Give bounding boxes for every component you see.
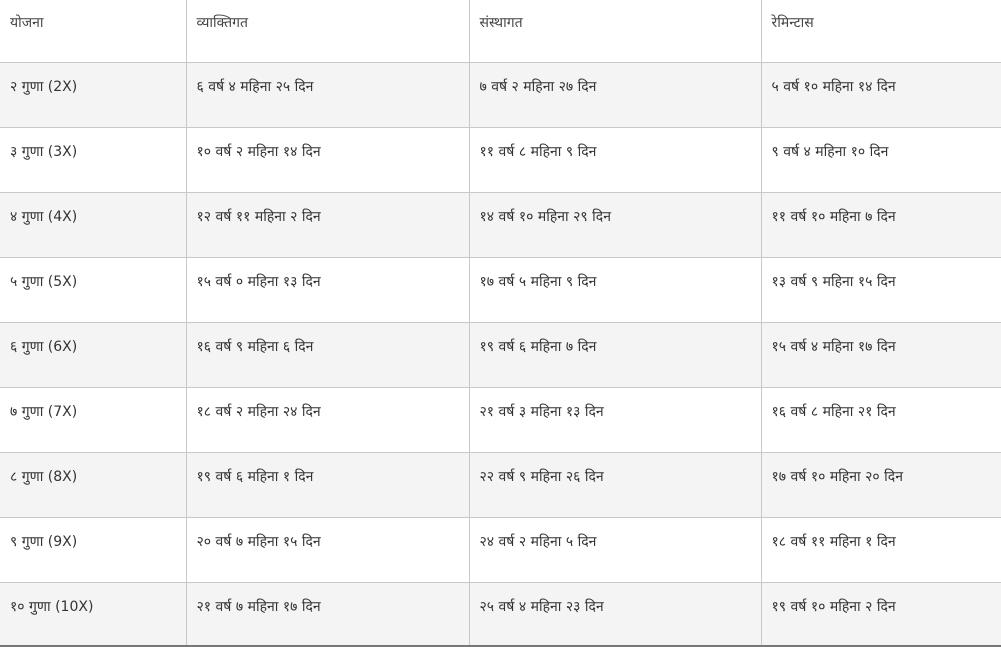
cell-individual: १० वर्ष २ महिना १४ दिन <box>186 128 469 193</box>
table-row <box>0 323 1001 388</box>
table-row <box>0 388 1001 453</box>
cell-individual: १५ वर्ष ० महिना १३ दिन <box>186 258 469 323</box>
cell-remittance: १८ वर्ष ११ महिना १ दिन <box>761 518 1001 583</box>
cell-institutional: १९ वर्ष ६ महिना ७ दिन <box>469 323 761 388</box>
cell-scheme: ८ गुणा (8X) <box>0 453 186 518</box>
cell-institutional: २२ वर्ष ९ महिना २६ दिन <box>469 453 761 518</box>
table-header <box>0 0 1001 63</box>
header-institutional: संस्थागत <box>469 0 761 63</box>
cell-institutional: ११ वर्ष ८ महिना ९ दिन <box>469 128 761 193</box>
cell-scheme: ३ गुणा (3X) <box>0 128 186 193</box>
cell-remittance: १६ वर्ष ८ महिना २१ दिन <box>761 388 1001 453</box>
cell-remittance: ११ वर्ष १० महिना ७ दिन <box>761 193 1001 258</box>
cell-institutional: ७ वर्ष २ महिना २७ दिन <box>469 63 761 128</box>
table-row <box>0 193 1001 258</box>
cell-institutional: १४ वर्ष १० महिना २९ दिन <box>469 193 761 258</box>
cell-individual: १२ वर्ष ११ महिना २ दिन <box>186 193 469 258</box>
cell-scheme: ६ गुणा (6X) <box>0 323 186 388</box>
cell-scheme: ५ गुणा (5X) <box>0 258 186 323</box>
header-scheme: योजना <box>0 0 186 63</box>
cell-individual: २१ वर्ष ७ महिना १७ दिन <box>186 583 469 647</box>
cell-scheme: ४ गुणा (4X) <box>0 193 186 258</box>
header-remittance: रेमिन्टास <box>761 0 1001 63</box>
cell-scheme: ७ गुणा (7X) <box>0 388 186 453</box>
table-row <box>0 128 1001 193</box>
cell-individual: १९ वर्ष ६ महिना १ दिन <box>186 453 469 518</box>
cell-scheme: ९ गुणा (9X) <box>0 518 186 583</box>
cell-institutional: १७ वर्ष ५ महिना ९ दिन <box>469 258 761 323</box>
cell-institutional: २४ वर्ष २ महिना ५ दिन <box>469 518 761 583</box>
cell-individual: १८ वर्ष २ महिना २४ दिन <box>186 388 469 453</box>
table-row <box>0 453 1001 518</box>
cell-remittance: १५ वर्ष ४ महिना १७ दिन <box>761 323 1001 388</box>
header-row <box>0 0 1001 63</box>
table-row <box>0 518 1001 583</box>
cell-remittance: ९ वर्ष ४ महिना १० दिन <box>761 128 1001 193</box>
table-row <box>0 583 1001 647</box>
cell-institutional: २१ वर्ष ३ महिना १३ दिन <box>469 388 761 453</box>
cell-remittance: ५ वर्ष १० महिना १४ दिन <box>761 63 1001 128</box>
cell-institutional: २५ वर्ष ४ महिना २३ दिन <box>469 583 761 647</box>
cell-individual: २० वर्ष ७ महिना १५ दिन <box>186 518 469 583</box>
table-body <box>0 63 1001 647</box>
table-row <box>0 63 1001 128</box>
header-individual: व्याक्तिगत <box>186 0 469 63</box>
cell-remittance: १७ वर्ष १० महिना २० दिन <box>761 453 1001 518</box>
cell-remittance: १९ वर्ष १० महिना २ दिन <box>761 583 1001 647</box>
cell-scheme: २ गुणा (2X) <box>0 63 186 128</box>
cell-individual: ६ वर्ष ४ महिना २५ दिन <box>186 63 469 128</box>
cell-remittance: १३ वर्ष ९ महिना १५ दिन <box>761 258 1001 323</box>
table-row <box>0 258 1001 323</box>
cell-scheme: १० गुणा (10X) <box>0 583 186 647</box>
cell-individual: १६ वर्ष ९ महिना ६ दिन <box>186 323 469 388</box>
